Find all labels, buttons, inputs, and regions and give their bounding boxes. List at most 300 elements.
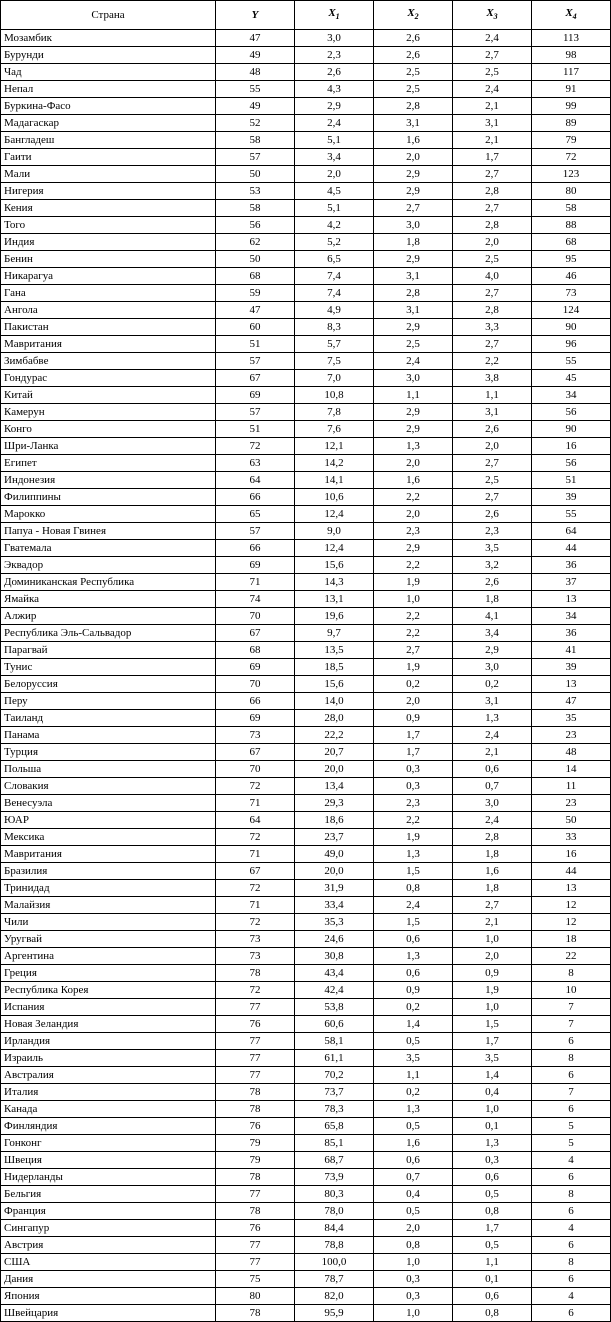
cell-country: Мозамбик <box>1 30 216 47</box>
cell-y: 80 <box>216 1288 295 1305</box>
cell-x2: 2,0 <box>374 149 453 166</box>
cell-x3: 0,9 <box>453 965 532 982</box>
cell-x1: 13,5 <box>295 642 374 659</box>
cell-x3: 3,1 <box>453 115 532 132</box>
cell-x2: 1,5 <box>374 914 453 931</box>
cell-x3: 2,1 <box>453 98 532 115</box>
cell-y: 53 <box>216 183 295 200</box>
cell-y: 78 <box>216 1101 295 1118</box>
table-row <box>1 472 611 489</box>
cell-x4: 34 <box>532 608 611 625</box>
cell-y: 76 <box>216 1220 295 1237</box>
cell-y: 76 <box>216 1016 295 1033</box>
cell-x1: 5,1 <box>295 200 374 217</box>
cell-x3: 2,5 <box>453 472 532 489</box>
cell-x2: 1,6 <box>374 472 453 489</box>
header-row <box>1 1 611 30</box>
cell-x2: 0,3 <box>374 1271 453 1288</box>
cell-x3: 2,4 <box>453 812 532 829</box>
table-row <box>1 948 611 965</box>
cell-x2: 0,2 <box>374 1084 453 1101</box>
cell-x3: 2,6 <box>453 421 532 438</box>
table-row <box>1 1050 611 1067</box>
cell-x1: 24,6 <box>295 931 374 948</box>
cell-country: Австралия <box>1 1067 216 1084</box>
cell-x2: 0,3 <box>374 778 453 795</box>
cell-x1: 3,0 <box>295 30 374 47</box>
cell-x1: 9,0 <box>295 523 374 540</box>
cell-x4: 11 <box>532 778 611 795</box>
cell-y: 77 <box>216 1050 295 1067</box>
cell-country: Никарагуа <box>1 268 216 285</box>
cell-y: 67 <box>216 744 295 761</box>
cell-x1: 53,8 <box>295 999 374 1016</box>
cell-x4: 113 <box>532 30 611 47</box>
cell-x3: 0,1 <box>453 1271 532 1288</box>
table-row <box>1 812 611 829</box>
cell-country: Мадагаскар <box>1 115 216 132</box>
cell-x1: 2,3 <box>295 47 374 64</box>
table-row <box>1 1084 611 1101</box>
cell-x4: 56 <box>532 404 611 421</box>
cell-x3: 0,6 <box>453 1169 532 1186</box>
cell-x1: 23,7 <box>295 829 374 846</box>
cell-x3: 1,7 <box>453 1220 532 1237</box>
cell-x2: 2,3 <box>374 795 453 812</box>
cell-country: Япония <box>1 1288 216 1305</box>
cell-x3: 2,9 <box>453 642 532 659</box>
cell-x4: 90 <box>532 319 611 336</box>
cell-y: 51 <box>216 421 295 438</box>
table-row <box>1 302 611 319</box>
cell-y: 77 <box>216 1254 295 1271</box>
table-row <box>1 370 611 387</box>
cell-x4: 45 <box>532 370 611 387</box>
cell-x3: 0,1 <box>453 1118 532 1135</box>
cell-x2: 2,9 <box>374 251 453 268</box>
cell-y: 48 <box>216 64 295 81</box>
cell-x2: 0,6 <box>374 931 453 948</box>
cell-country: Польша <box>1 761 216 778</box>
cell-country: Пакистан <box>1 319 216 336</box>
cell-x1: 35,3 <box>295 914 374 931</box>
cell-x2: 1,6 <box>374 132 453 149</box>
header-label: X <box>407 7 415 19</box>
cell-y: 71 <box>216 897 295 914</box>
table-row <box>1 353 611 370</box>
cell-x3: 2,6 <box>453 574 532 591</box>
header-x3 <box>453 1 532 30</box>
header-y <box>216 1 295 30</box>
table-row <box>1 1186 611 1203</box>
cell-x1: 2,9 <box>295 98 374 115</box>
cell-x1: 3,4 <box>295 149 374 166</box>
cell-x2: 1,1 <box>374 387 453 404</box>
table-row <box>1 1203 611 1220</box>
table-row <box>1 676 611 693</box>
cell-x4: 90 <box>532 421 611 438</box>
cell-y: 78 <box>216 1203 295 1220</box>
cell-y: 62 <box>216 234 295 251</box>
cell-x2: 2,4 <box>374 897 453 914</box>
table-row <box>1 540 611 557</box>
cell-y: 70 <box>216 608 295 625</box>
header-subscript: 3 <box>493 12 498 22</box>
table-body <box>1 30 611 1322</box>
cell-x1: 6,5 <box>295 251 374 268</box>
header-x4 <box>532 1 611 30</box>
table-row <box>1 81 611 98</box>
cell-x4: 39 <box>532 489 611 506</box>
cell-y: 72 <box>216 880 295 897</box>
cell-y: 64 <box>216 812 295 829</box>
cell-country: Кения <box>1 200 216 217</box>
cell-x4: 55 <box>532 353 611 370</box>
cell-x1: 7,8 <box>295 404 374 421</box>
cell-x3: 1,5 <box>453 1016 532 1033</box>
cell-x3: 2,7 <box>453 200 532 217</box>
cell-x3: 2,0 <box>453 438 532 455</box>
cell-country: Чили <box>1 914 216 931</box>
cell-x4: 48 <box>532 744 611 761</box>
cell-country: Уругвай <box>1 931 216 948</box>
cell-x1: 14,1 <box>295 472 374 489</box>
cell-y: 70 <box>216 676 295 693</box>
cell-x4: 95 <box>532 251 611 268</box>
cell-y: 57 <box>216 353 295 370</box>
cell-y: 47 <box>216 302 295 319</box>
cell-x2: 2,2 <box>374 489 453 506</box>
table-row <box>1 285 611 302</box>
cell-country: Канада <box>1 1101 216 1118</box>
cell-x1: 33,4 <box>295 897 374 914</box>
cell-x3: 3,3 <box>453 319 532 336</box>
cell-x4: 7 <box>532 1016 611 1033</box>
cell-y: 68 <box>216 642 295 659</box>
cell-country: Филиппины <box>1 489 216 506</box>
cell-y: 58 <box>216 132 295 149</box>
table-row <box>1 829 611 846</box>
cell-x1: 30,8 <box>295 948 374 965</box>
cell-x1: 10,6 <box>295 489 374 506</box>
cell-country: Словакия <box>1 778 216 795</box>
cell-x4: 88 <box>532 217 611 234</box>
cell-x2: 1,3 <box>374 1101 453 1118</box>
cell-x4: 5 <box>532 1135 611 1152</box>
cell-x3: 2,0 <box>453 948 532 965</box>
cell-x3: 2,8 <box>453 829 532 846</box>
cell-x4: 6 <box>532 1169 611 1186</box>
cell-y: 70 <box>216 761 295 778</box>
cell-y: 79 <box>216 1135 295 1152</box>
cell-country: Малайзия <box>1 897 216 914</box>
cell-x1: 7,6 <box>295 421 374 438</box>
cell-x1: 2,0 <box>295 166 374 183</box>
cell-country: Алжир <box>1 608 216 625</box>
cell-x3: 2,7 <box>453 897 532 914</box>
cell-x1: 65,8 <box>295 1118 374 1135</box>
cell-country: Буркина-Фасо <box>1 98 216 115</box>
header-label: Страна <box>91 8 125 21</box>
cell-y: 77 <box>216 1186 295 1203</box>
cell-x4: 37 <box>532 574 611 591</box>
cell-country: Нидерланды <box>1 1169 216 1186</box>
cell-x3: 1,8 <box>453 591 532 608</box>
cell-x4: 6 <box>532 1305 611 1322</box>
cell-x1: 43,4 <box>295 965 374 982</box>
cell-country: США <box>1 1254 216 1271</box>
cell-x3: 1,6 <box>453 863 532 880</box>
header-label: X <box>565 7 573 19</box>
cell-country: Республика Корея <box>1 982 216 999</box>
cell-country: Гана <box>1 285 216 302</box>
cell-x3: 2,5 <box>453 251 532 268</box>
table-row <box>1 1288 611 1305</box>
cell-x1: 7,0 <box>295 370 374 387</box>
table-row <box>1 200 611 217</box>
cell-x4: 5 <box>532 1118 611 1135</box>
cell-x2: 2,9 <box>374 183 453 200</box>
header-subscript: 1 <box>335 12 340 22</box>
cell-y: 67 <box>216 625 295 642</box>
cell-y: 55 <box>216 81 295 98</box>
table-row <box>1 336 611 353</box>
cell-x4: 79 <box>532 132 611 149</box>
cell-x3: 2,6 <box>453 506 532 523</box>
cell-y: 52 <box>216 115 295 132</box>
cell-x3: 2,4 <box>453 727 532 744</box>
cell-x2: 2,9 <box>374 319 453 336</box>
cell-x4: 4 <box>532 1152 611 1169</box>
cell-x2: 1,0 <box>374 1254 453 1271</box>
cell-x4: 4 <box>532 1220 611 1237</box>
cell-x3: 2,5 <box>453 64 532 81</box>
header-subscript: 2 <box>414 12 419 22</box>
cell-x4: 68 <box>532 234 611 251</box>
cell-x3: 1,1 <box>453 387 532 404</box>
cell-x3: 1,9 <box>453 982 532 999</box>
cell-x2: 2,7 <box>374 200 453 217</box>
cell-x4: 10 <box>532 982 611 999</box>
cell-y: 67 <box>216 863 295 880</box>
table-row <box>1 404 611 421</box>
cell-x2: 1,9 <box>374 829 453 846</box>
cell-x1: 9,7 <box>295 625 374 642</box>
cell-country: Бразилия <box>1 863 216 880</box>
cell-country: Дания <box>1 1271 216 1288</box>
cell-x4: 6 <box>532 1067 611 1084</box>
table-row <box>1 438 611 455</box>
cell-y: 64 <box>216 472 295 489</box>
cell-y: 77 <box>216 999 295 1016</box>
table-row <box>1 693 611 710</box>
cell-x3: 2,7 <box>453 166 532 183</box>
cell-x2: 2,9 <box>374 166 453 183</box>
cell-x2: 2,9 <box>374 404 453 421</box>
cell-y: 68 <box>216 268 295 285</box>
cell-x3: 2,8 <box>453 217 532 234</box>
cell-country: Израиль <box>1 1050 216 1067</box>
cell-x3: 0,8 <box>453 1203 532 1220</box>
cell-x4: 8 <box>532 1186 611 1203</box>
cell-x3: 1,3 <box>453 1135 532 1152</box>
cell-x3: 1,4 <box>453 1067 532 1084</box>
cell-y: 63 <box>216 455 295 472</box>
cell-country: Франция <box>1 1203 216 1220</box>
cell-x1: 42,4 <box>295 982 374 999</box>
cell-country: Эквадор <box>1 557 216 574</box>
cell-y: 49 <box>216 98 295 115</box>
cell-x3: 1,8 <box>453 846 532 863</box>
cell-x1: 14,0 <box>295 693 374 710</box>
cell-x1: 2,4 <box>295 115 374 132</box>
cell-y: 72 <box>216 829 295 846</box>
cell-x2: 2,0 <box>374 455 453 472</box>
cell-x2: 1,6 <box>374 1135 453 1152</box>
cell-x4: 51 <box>532 472 611 489</box>
cell-x1: 13,1 <box>295 591 374 608</box>
cell-x2: 0,8 <box>374 880 453 897</box>
cell-x3: 1,1 <box>453 1254 532 1271</box>
cell-x4: 7 <box>532 1084 611 1101</box>
cell-x2: 1,8 <box>374 234 453 251</box>
table-row <box>1 489 611 506</box>
cell-x4: 23 <box>532 795 611 812</box>
table-row <box>1 710 611 727</box>
cell-x3: 2,0 <box>453 234 532 251</box>
cell-x2: 1,3 <box>374 948 453 965</box>
cell-y: 71 <box>216 795 295 812</box>
table-row <box>1 1016 611 1033</box>
cell-x1: 85,1 <box>295 1135 374 1152</box>
cell-x4: 13 <box>532 591 611 608</box>
cell-x4: 123 <box>532 166 611 183</box>
cell-x4: 117 <box>532 64 611 81</box>
table-row <box>1 1254 611 1271</box>
table-row <box>1 251 611 268</box>
cell-x2: 0,2 <box>374 999 453 1016</box>
cell-x2: 0,6 <box>374 1152 453 1169</box>
cell-x2: 0,7 <box>374 1169 453 1186</box>
cell-x1: 7,4 <box>295 285 374 302</box>
cell-x1: 5,1 <box>295 132 374 149</box>
table-row <box>1 897 611 914</box>
header-x2 <box>374 1 453 30</box>
cell-x1: 80,3 <box>295 1186 374 1203</box>
cell-x4: 34 <box>532 387 611 404</box>
table-row <box>1 659 611 676</box>
cell-y: 72 <box>216 778 295 795</box>
cell-y: 66 <box>216 540 295 557</box>
cell-x3: 2,8 <box>453 302 532 319</box>
cell-x2: 3,5 <box>374 1050 453 1067</box>
table-row <box>1 523 611 540</box>
cell-x3: 3,2 <box>453 557 532 574</box>
cell-x3: 3,5 <box>453 540 532 557</box>
table-row <box>1 47 611 64</box>
cell-x3: 0,6 <box>453 1288 532 1305</box>
cell-x2: 1,3 <box>374 846 453 863</box>
cell-country: Ирландия <box>1 1033 216 1050</box>
cell-x2: 0,5 <box>374 1118 453 1135</box>
table-row <box>1 1305 611 1322</box>
table-row <box>1 115 611 132</box>
cell-country: Мали <box>1 166 216 183</box>
cell-country: Аргентина <box>1 948 216 965</box>
cell-y: 47 <box>216 30 295 47</box>
cell-x2: 0,3 <box>374 1288 453 1305</box>
header-country <box>1 1 216 30</box>
table-row <box>1 30 611 47</box>
cell-x2: 3,0 <box>374 217 453 234</box>
cell-country: Папуа - Новая Гвинея <box>1 523 216 540</box>
cell-x1: 73,9 <box>295 1169 374 1186</box>
cell-country: Гондурас <box>1 370 216 387</box>
cell-x1: 70,2 <box>295 1067 374 1084</box>
table-row <box>1 982 611 999</box>
cell-x2: 2,7 <box>374 642 453 659</box>
cell-y: 75 <box>216 1271 295 1288</box>
cell-y: 79 <box>216 1152 295 1169</box>
cell-y: 72 <box>216 438 295 455</box>
cell-x2: 2,5 <box>374 64 453 81</box>
header-label: X <box>486 7 494 19</box>
cell-x4: 16 <box>532 846 611 863</box>
cell-x4: 36 <box>532 557 611 574</box>
cell-x4: 39 <box>532 659 611 676</box>
cell-y: 69 <box>216 659 295 676</box>
cell-x3: 2,3 <box>453 523 532 540</box>
cell-x3: 2,2 <box>453 353 532 370</box>
cell-x3: 2,7 <box>453 47 532 64</box>
cell-x4: 50 <box>532 812 611 829</box>
cell-x2: 3,1 <box>374 268 453 285</box>
cell-x1: 5,7 <box>295 336 374 353</box>
cell-x1: 14,2 <box>295 455 374 472</box>
cell-x2: 2,3 <box>374 523 453 540</box>
cell-x4: 7 <box>532 999 611 1016</box>
cell-x1: 49,0 <box>295 846 374 863</box>
cell-country: Зимбабве <box>1 353 216 370</box>
cell-x3: 3,0 <box>453 795 532 812</box>
table-row <box>1 846 611 863</box>
cell-x1: 78,3 <box>295 1101 374 1118</box>
table-row <box>1 965 611 982</box>
cell-country: Новая Зеландия <box>1 1016 216 1033</box>
cell-x2: 3,1 <box>374 115 453 132</box>
cell-x3: 1,8 <box>453 880 532 897</box>
cell-y: 56 <box>216 217 295 234</box>
table-row <box>1 914 611 931</box>
cell-x1: 15,6 <box>295 557 374 574</box>
cell-country: Панама <box>1 727 216 744</box>
table-row <box>1 625 611 642</box>
cell-x1: 78,0 <box>295 1203 374 1220</box>
cell-x2: 1,3 <box>374 438 453 455</box>
cell-x1: 58,1 <box>295 1033 374 1050</box>
cell-x4: 35 <box>532 710 611 727</box>
cell-x1: 19,6 <box>295 608 374 625</box>
cell-x4: 6 <box>532 1033 611 1050</box>
cell-x1: 61,1 <box>295 1050 374 1067</box>
cell-country: Индонезия <box>1 472 216 489</box>
cell-x4: 64 <box>532 523 611 540</box>
cell-y: 76 <box>216 1118 295 1135</box>
cell-x4: 98 <box>532 47 611 64</box>
cell-x4: 72 <box>532 149 611 166</box>
cell-x3: 1,0 <box>453 931 532 948</box>
table-row <box>1 98 611 115</box>
